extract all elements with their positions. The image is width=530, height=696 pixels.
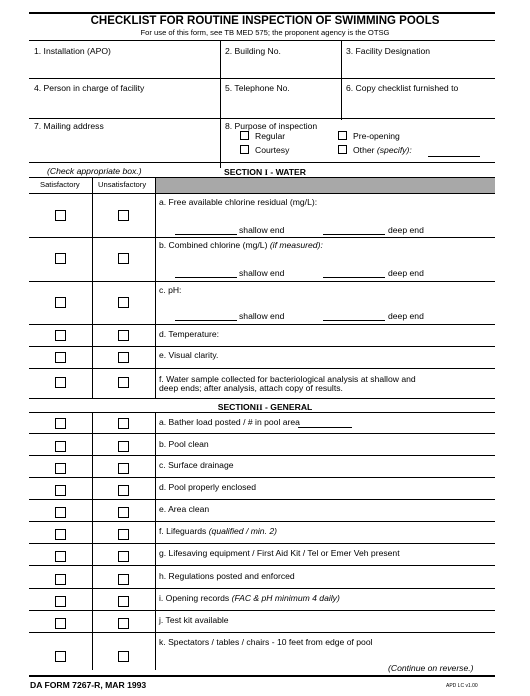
item-1a-shallow-label: shallow end [239, 225, 285, 235]
item-2i-unsatisfactory-checkbox[interactable] [118, 596, 129, 607]
form-subtitle: For use of this form, see TB MED 575; the proponent agency is the OTSG [140, 28, 390, 37]
item-2e-label: e. Area clean [159, 504, 210, 514]
item-2e-unsatisfactory-checkbox[interactable] [118, 507, 129, 518]
item-2c-label: c. Surface drainage [159, 460, 234, 470]
item-1b-satisfactory-checkbox[interactable] [55, 253, 66, 264]
item-1a-label: a. Free available chlorine residual (mg/L): [159, 197, 318, 207]
item-2b-satisfactory-checkbox[interactable] [55, 441, 66, 452]
item-2b-unsatisfactory-checkbox[interactable] [118, 441, 129, 452]
item-2d-satisfactory-checkbox[interactable] [55, 485, 66, 496]
building-field[interactable]: 2. Building No. [225, 46, 281, 56]
section-1-shade [156, 178, 495, 193]
row-rule [29, 346, 495, 347]
section-2-rule [29, 412, 495, 413]
pre-opening-label: Pre-opening [353, 131, 400, 141]
item-1a-satisfactory-checkbox[interactable] [55, 210, 66, 221]
item-1c-shallow-blank[interactable] [175, 320, 237, 321]
item-1a-deep-blank[interactable] [323, 234, 385, 235]
item-2a-blank[interactable] [298, 427, 352, 428]
item-1f-label-line1: f. Water sample collected for bacteriological analysis at shallow and [159, 374, 416, 384]
item-2b-label: b. Pool clean [159, 439, 209, 449]
item-2h-label: h. Regulations posted and enforced [159, 571, 295, 581]
regular-label: Regular [255, 131, 286, 141]
row-rule [29, 521, 495, 522]
item-2f-label: f. Lifeguards (qualified / min. 2) [159, 526, 277, 536]
unsatisfactory-header: Unsatisfactory [98, 180, 147, 189]
item-1d-unsatisfactory-checkbox[interactable] [118, 330, 129, 341]
form-id: DA FORM 7267-R, MAR 1993 [30, 680, 147, 690]
item-1b-deep-label: deep end [388, 268, 424, 278]
pre-opening-checkbox[interactable] [338, 131, 347, 140]
row-rule [29, 543, 495, 544]
row-rule [29, 477, 495, 478]
section-2-title: SECTIONII - GENERAL [217, 402, 313, 412]
item-2i-satisfactory-checkbox[interactable] [55, 596, 66, 607]
item-1b-label: b. Combined chlorine (mg/L) (if measured): [159, 240, 323, 250]
row-rule [29, 237, 495, 238]
satisfactory-header: Satisfactory [40, 180, 80, 189]
item-2d-label: d. Pool properly enclosed [159, 482, 256, 492]
item-2j-unsatisfactory-checkbox[interactable] [118, 618, 129, 629]
item-2a-label: a. Bather load posted / # in pool area [159, 417, 300, 427]
courtesy-label: Courtesy [255, 145, 290, 155]
row-rule [29, 565, 495, 566]
row-rule [29, 398, 495, 399]
item-1d-label: d. Temperature: [159, 329, 220, 339]
item-2c-unsatisfactory-checkbox[interactable] [118, 463, 129, 474]
top-rule [29, 12, 495, 14]
section-1-title: SECTION I - WATER [224, 167, 306, 177]
row-rule [29, 368, 495, 369]
row-rule [29, 499, 495, 500]
telephone-field[interactable]: 5. Telephone No. [225, 83, 290, 93]
row-rule [29, 610, 495, 611]
item-1f-satisfactory-checkbox[interactable] [55, 377, 66, 388]
other-specify-blank[interactable] [428, 156, 480, 157]
item-1a-shallow-blank[interactable] [175, 234, 237, 235]
person-in-charge-field[interactable]: 4. Person in charge of facility [34, 83, 145, 93]
item-1c-label: c. pH: [159, 285, 182, 295]
regular-checkbox[interactable] [240, 131, 249, 140]
item-1c-shallow-label: shallow end [239, 311, 285, 321]
fields-bottom-rule [29, 162, 495, 163]
item-1b-deep-blank[interactable] [323, 277, 385, 278]
item-1b-shallow-label: shallow end [239, 268, 285, 278]
item-1e-unsatisfactory-checkbox[interactable] [118, 352, 129, 363]
item-2g-label: g. Lifesaving equipment / First Aid Kit / Tel or Emer Veh present [159, 548, 400, 558]
item-1c-unsatisfactory-checkbox[interactable] [118, 297, 129, 308]
footer-rule [29, 675, 495, 677]
item-2c-satisfactory-checkbox[interactable] [55, 463, 66, 474]
item-2d-unsatisfactory-checkbox[interactable] [118, 485, 129, 496]
other-checkbox[interactable] [338, 145, 347, 154]
item-2g-unsatisfactory-checkbox[interactable] [118, 551, 129, 562]
item-2h-unsatisfactory-checkbox[interactable] [118, 574, 129, 585]
other-label: Other (specify): [353, 145, 412, 155]
item-2i-label: i. Opening records (FAC & pH minimum 4 daily) [159, 593, 340, 603]
item-1f-unsatisfactory-checkbox[interactable] [118, 377, 129, 388]
installation-field[interactable]: 1. Installation (APO) [34, 46, 111, 56]
row-rule [29, 324, 495, 325]
item-2h-satisfactory-checkbox[interactable] [55, 574, 66, 585]
item-1c-satisfactory-checkbox[interactable] [55, 297, 66, 308]
form-title: CHECKLIST FOR ROUTINE INSPECTION OF SWIMMING POOLS [90, 15, 440, 27]
fields-divider-2 [341, 40, 342, 120]
item-1b-unsatisfactory-checkbox[interactable] [118, 253, 129, 264]
item-1d-satisfactory-checkbox[interactable] [55, 330, 66, 341]
fields-row-rule-2 [29, 118, 495, 119]
item-2j-label: j. Test kit available [159, 615, 229, 625]
fields-divider-1 [220, 40, 221, 168]
copy-furnished-field[interactable]: 6. Copy checklist furnished to [346, 83, 459, 93]
row-rule [29, 455, 495, 456]
item-2a-unsatisfactory-checkbox[interactable] [118, 418, 129, 429]
col-header-rule [29, 193, 495, 194]
item-2k-unsatisfactory-checkbox[interactable] [118, 651, 129, 662]
item-2a-satisfactory-checkbox[interactable] [55, 418, 66, 429]
row-rule [29, 281, 495, 282]
item-1c-deep-blank[interactable] [323, 320, 385, 321]
item-1c-deep-label: deep end [388, 311, 424, 321]
item-2g-satisfactory-checkbox[interactable] [55, 551, 66, 562]
header-rule [29, 40, 495, 41]
item-2f-unsatisfactory-checkbox[interactable] [118, 529, 129, 540]
item-1a-deep-label: deep end [388, 225, 424, 235]
item-1a-unsatisfactory-checkbox[interactable] [118, 210, 129, 221]
item-2k-satisfactory-checkbox[interactable] [55, 651, 66, 662]
fields-row-rule-1 [29, 78, 495, 79]
item-2j-satisfactory-checkbox[interactable] [55, 618, 66, 629]
item-1f-label-line2: deep ends; after analysis, attach copy of results. [159, 383, 343, 393]
col-divider-1a [92, 177, 93, 398]
item-2f-satisfactory-checkbox[interactable] [55, 529, 66, 540]
item-2k-label: k. Spectators / tables / chairs - 10 feet from edge of pool [159, 637, 373, 647]
courtesy-checkbox[interactable] [240, 145, 249, 154]
row-rule [29, 433, 495, 434]
row-rule [29, 632, 495, 633]
item-1e-label: e. Visual clarity. [159, 350, 219, 360]
version-label: APD LC v1.00 [446, 683, 478, 689]
item-1e-satisfactory-checkbox[interactable] [55, 352, 66, 363]
col-divider-2a [155, 177, 156, 398]
row-rule [29, 588, 495, 589]
facility-field[interactable]: 3. Facility Designation [346, 46, 431, 56]
item-1b-shallow-blank[interactable] [175, 277, 237, 278]
mailing-address-field[interactable]: 7. Mailing address [34, 121, 104, 131]
check-note: (Check appropriate box.) [47, 166, 142, 176]
item-2e-satisfactory-checkbox[interactable] [55, 507, 66, 518]
continue-note: (Continue on reverse.) [388, 663, 474, 673]
purpose-label: 8. Purpose of inspection [225, 121, 318, 131]
